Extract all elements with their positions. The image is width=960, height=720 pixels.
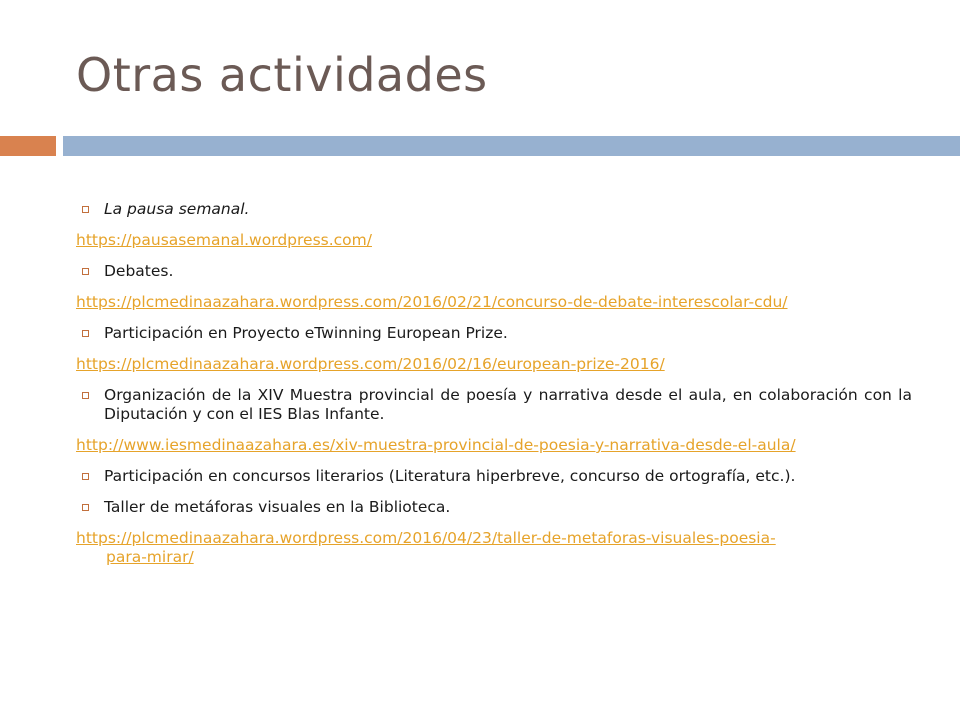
link-line-1: https://plcmedinaazahara.wordpress.com/2016/04/23/taller-de-metaforas-visuales-poesia- xyxy=(76,529,776,547)
square-bullet-icon xyxy=(82,330,89,337)
list-item xyxy=(76,467,912,486)
pausa-semanal-link[interactable]: https://pausasemanal.wordpress.com/ xyxy=(76,231,372,249)
list-item xyxy=(76,324,912,343)
square-bullet-icon xyxy=(82,392,89,399)
european-prize-link[interactable]: https://plcmedinaazahara.wordpress.com/2016/02/16/european-prize-2016/ xyxy=(76,355,665,373)
square-bullet-icon xyxy=(82,504,89,511)
accent-bar-orange xyxy=(0,136,56,156)
item-text: Organización de la XIV Muestra provincial de poesía y narrativa desde el aula, en colaboración con la Diputación y con el IES Blas Infante. xyxy=(104,386,912,423)
list-item xyxy=(76,262,912,281)
link-line-2: para-mirar/ xyxy=(106,548,194,566)
accent-bar-blue xyxy=(63,136,960,156)
muestra-provincial-link[interactable]: http://www.iesmedinaazahara.es/xiv-muestra-provincial-de-poesia-y-narrativa-desde-el-aula/ xyxy=(76,436,796,454)
item-text: Debates. xyxy=(104,262,174,280)
item-text: Participación en concursos literarios (Literatura hiperbreve, concurso de ortografía, etc.). xyxy=(104,467,796,485)
item-text: Taller de metáforas visuales en la Biblioteca. xyxy=(104,498,451,516)
list-item xyxy=(76,200,912,219)
square-bullet-icon xyxy=(82,206,89,213)
debates-link[interactable]: https://plcmedinaazahara.wordpress.com/2016/02/21/concurso-de-debate-interescolar-cdu/ xyxy=(76,293,788,311)
slide-content xyxy=(76,200,912,579)
item-text: La pausa semanal. xyxy=(104,200,250,218)
slide-title: Otras actividades xyxy=(76,48,488,102)
square-bullet-icon xyxy=(82,473,89,480)
list-item xyxy=(76,498,912,517)
item-text: Participación en Proyecto eTwinning European Prize. xyxy=(104,324,508,342)
square-bullet-icon xyxy=(82,268,89,275)
taller-metaforas-link[interactable] xyxy=(76,529,912,567)
list-item xyxy=(76,386,912,424)
